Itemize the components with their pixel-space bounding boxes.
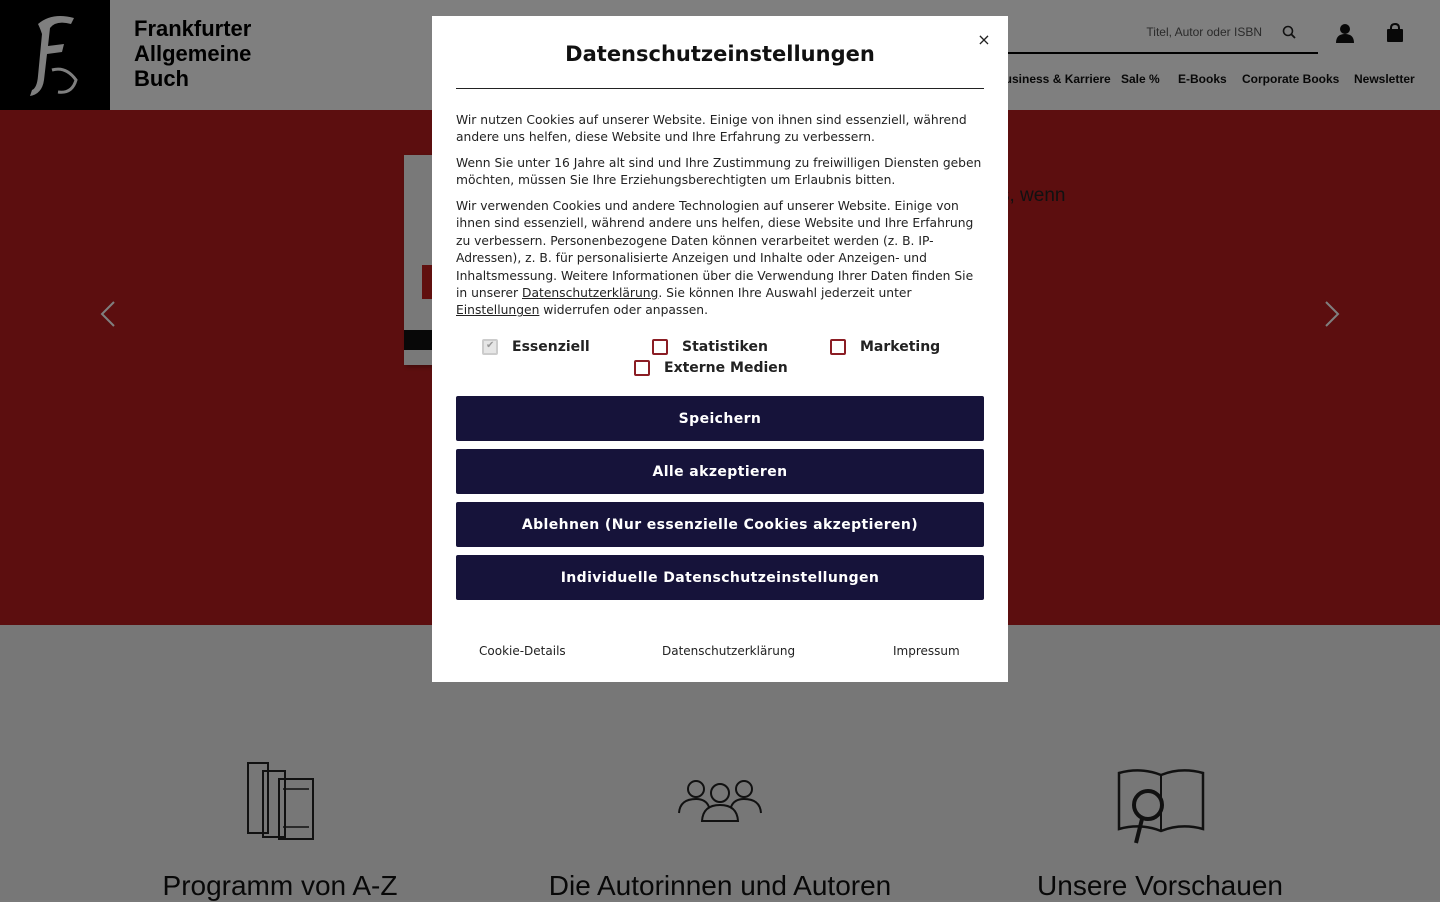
age-notice-paragraph: Wenn Sie unter 16 Jahre alt sind und Ihre Zustimmung zu freiwilligen Diensten geben möchten, müssen Sie Ihre Erziehungsberechtigten um Erlaubnis bitten. [456, 156, 982, 188]
details-text-start: Wir verwenden Cookies und andere Technologien auf unserer Website. Einige von ihnen sind essenziell, während andere uns helfen, diese Website und Ihre Erfahrung zu verbessern. Personenbezogene Daten können verarbeitet werden (z. B. IP-Adressen), z. B. für personalisierte Anzeigen und Inhalte oder Anzeigen- und Inhaltsmessung. Weitere Informationen über die Verwendung Ihrer Daten finden Sie in unserer [456, 199, 974, 301]
intro-paragraph: Wir nutzen Cookies auf unserer Website. Einige von ihnen sind essenziell, während andere uns helfen, diese Website und Ihre Erfahrung zu verbessern. [456, 113, 967, 145]
privacy-settings-dialog [432, 16, 1008, 682]
checkbox-externe-medien-box[interactable] [634, 360, 650, 376]
checkbox-marketing-label[interactable]: Marketing [860, 339, 941, 355]
checkbox-essenziell-box [482, 339, 498, 355]
checkbox-statistiken-box[interactable] [652, 339, 668, 355]
dialog-title: Datenschutzeinstellungen [565, 42, 875, 66]
details-text-mid: . Sie können Ihre Auswahl jederzeit unter [658, 286, 912, 301]
details-text-end: widerrufen oder anpassen. [539, 303, 709, 318]
checkbox-statistiken[interactable] [652, 339, 768, 355]
close-icon[interactable]: × [977, 30, 991, 49]
cookie-details-link[interactable]: Cookie-Details [479, 644, 566, 658]
save-button[interactable]: Speichern [456, 396, 984, 441]
checkbox-essenziell [482, 339, 590, 355]
checkbox-statistiken-label[interactable]: Statistiken [682, 339, 768, 355]
details-paragraph [456, 198, 984, 320]
reject-button[interactable]: Ablehnen (Nur essenzielle Cookies akzeptieren) [456, 502, 984, 547]
checkbox-essenziell-label: Essenziell [512, 339, 590, 355]
checkbox-externe-medien-label[interactable]: Externe Medien [664, 360, 788, 376]
individual-settings-button[interactable]: Individuelle Datenschutzeinstellungen [456, 555, 984, 600]
privacy-policy-footer-link[interactable]: Datenschutzerklärung [662, 644, 796, 658]
settings-link[interactable]: Einstellungen [456, 303, 540, 318]
divider [456, 88, 984, 89]
privacy-policy-link[interactable]: Datenschutzerklärung [522, 286, 659, 301]
accept-all-button[interactable]: Alle akzeptieren [456, 449, 984, 494]
checkbox-marketing-box[interactable] [830, 339, 846, 355]
checkbox-externe-medien[interactable] [634, 360, 788, 376]
imprint-link[interactable]: Impressum [893, 644, 960, 658]
checkbox-marketing[interactable] [830, 339, 940, 355]
